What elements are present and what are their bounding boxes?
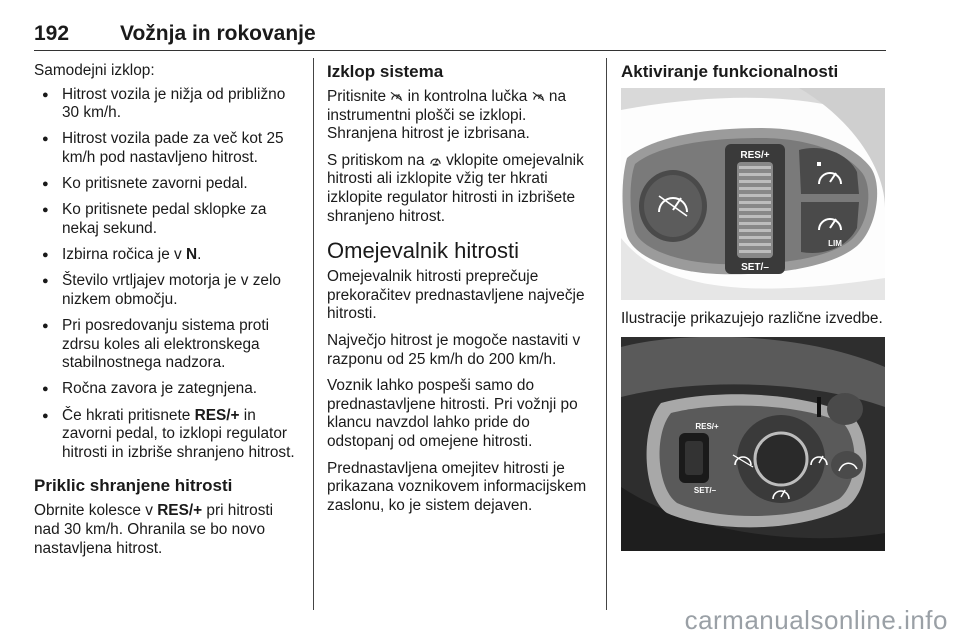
page-header bbox=[34, 22, 886, 51]
speed-limiter-icon bbox=[429, 154, 442, 166]
list-item: ● Pri posredovanju sistema proti zdrsu koles ali elektronskega stabilnostnega nadzora. bbox=[34, 317, 302, 373]
illustration-caption: Ilustracije prikazujejo različne izvedbe. bbox=[621, 310, 883, 327]
cruise-off-icon bbox=[390, 90, 403, 102]
recall-paragraph: Obrnite kolesce v RES/+ pri hitrosti nad 30 km/h. Ohranila se bo novo nastavljena hitrost. bbox=[34, 502, 274, 557]
switch-off-paragraph: Pritisnite in kontrolna lučka na instrumentni plošči se izklopi. Shranjena hitrost je izbrisana. bbox=[327, 88, 567, 143]
auto-off-intro: Samodejni izklop: bbox=[34, 62, 155, 79]
list-item: ● Če hkrati pritisnete RES/+ in zavorni pedal, to izklopi regulator hitrosti in izbriše shranjeno hitrost. bbox=[34, 407, 302, 463]
limiter-paragraph-2: Največjo hitrost je mogoče nastaviti v razponu od 25 km/h do 200 km/h. bbox=[327, 331, 581, 368]
steering-wheel-controls-illustration-2 bbox=[621, 337, 885, 551]
page-number: 192 bbox=[34, 22, 70, 45]
limiter-paragraph-3: Voznik lahko pospeši samo do prednastavljene hitrosti. Pri vožnji po klancu navzdol lahko pride do odstopanj od omejene hitrosti. bbox=[327, 377, 578, 450]
column-3 bbox=[621, 62, 887, 561]
watermark: carmanualsonline.info bbox=[684, 605, 948, 635]
list-item: ● Hitrost vozila je nižja od približno 30 km/h. bbox=[34, 86, 302, 123]
lim-label: LIM bbox=[828, 239, 842, 248]
section-heading-recall: Priklic shranjene hitrosti bbox=[34, 476, 233, 496]
list-item: ● Hitrost vozila pade za več kot 25 km/h pod nastavljeno hitrost. bbox=[34, 130, 302, 167]
limiter-paragraph-1: Omejevalnik hitrosti preprečuje prekoračitev prednastavljene največje hitrosti. bbox=[327, 268, 585, 323]
column-2 bbox=[327, 62, 595, 523]
res-label: RES/+ bbox=[740, 150, 770, 161]
res-label-2: RES/+ bbox=[695, 421, 719, 431]
section-heading-switch-off: Izklop sistema bbox=[327, 62, 444, 81]
list-item: ● Ko pritisnete pedal sklopke za nekaj sekund. bbox=[34, 201, 302, 238]
limiter-paragraph-4: Prednastavljena omejitev hitrosti je prikazana voznikovem informacijskem zaslonu, ko je sistem dejaven. bbox=[327, 459, 587, 514]
column-divider-2 bbox=[606, 58, 607, 610]
list-item: ● Ročna zavora je zategnjena. bbox=[34, 380, 302, 399]
cruise-off-icon bbox=[532, 90, 545, 102]
column-divider-1 bbox=[313, 58, 314, 610]
set-label: SET/– bbox=[741, 262, 769, 273]
set-label-2: SET/– bbox=[693, 485, 717, 495]
list-item: ● Ko pritisnete zavorni pedal. bbox=[34, 175, 302, 194]
section-heading-activation: Aktiviranje funkcionalnosti bbox=[621, 62, 839, 81]
auto-off-list bbox=[34, 86, 302, 463]
steering-wheel-controls-illustration-1 bbox=[621, 88, 885, 300]
limiter-switch-paragraph: S pritiskom na vklopite omejevalnik hitrosti ali izklopite vžig ter hkrati izklopite regulator hitrosti in izbrišete shranjeno hitrost. bbox=[327, 151, 584, 225]
section-heading-speed-limiter: Omejevalnik hitrosti bbox=[327, 238, 519, 264]
list-item: ● Število vrtljajev motorja je v zelo nizkem območju. bbox=[34, 272, 302, 309]
list-item: ● Izbirna ročica je v N. bbox=[34, 246, 302, 265]
chapter-title: Vožnja in rokovanje bbox=[120, 22, 316, 45]
column-1 bbox=[34, 62, 302, 566]
